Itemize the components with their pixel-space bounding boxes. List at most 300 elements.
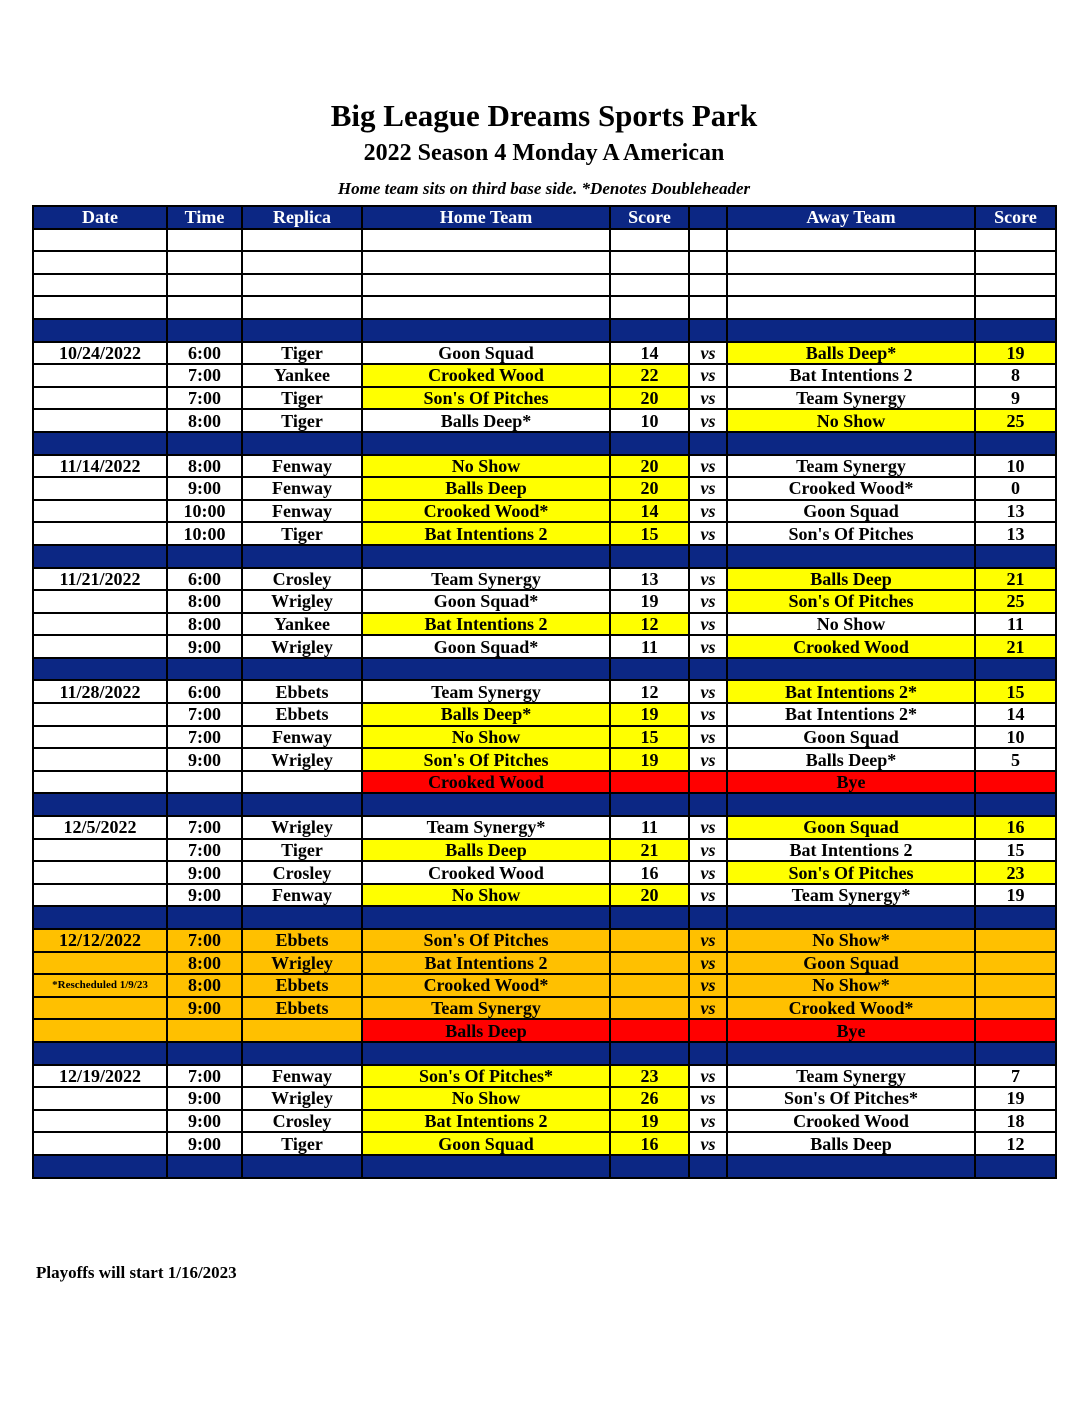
separator-cell [610, 793, 689, 816]
replica-cell: Wrigley [242, 952, 362, 975]
home-team-cell: Team Synergy [362, 997, 610, 1020]
away-team-cell: Team Synergy [727, 387, 975, 410]
time-cell [167, 296, 242, 319]
table-row [33, 1065, 1056, 1088]
replica-cell: Tiger [242, 342, 362, 365]
page-subtitle: 2022 Season 4 Monday A American [363, 140, 725, 166]
home-score-cell [610, 274, 689, 297]
replica-cell [242, 1019, 362, 1042]
blank-row [33, 274, 1056, 297]
separator-row [33, 319, 1056, 342]
time-cell: 9:00 [167, 477, 242, 500]
separator-cell [242, 545, 362, 568]
home-score-cell: 14 [610, 500, 689, 523]
away-score-cell [975, 771, 1056, 794]
time-cell: 7:00 [167, 387, 242, 410]
home-score-cell [610, 771, 689, 794]
away-team-cell: Goon Squad [727, 952, 975, 975]
vs-cell: vs [689, 409, 727, 432]
home-score-cell: 11 [610, 816, 689, 839]
vs-cell [689, 1019, 727, 1042]
replica-cell: Ebbets [242, 997, 362, 1020]
time-cell: 8:00 [167, 455, 242, 478]
away-team-cell: Bat Intentions 2 [727, 364, 975, 387]
away-score-cell [975, 229, 1056, 252]
table-row [33, 613, 1056, 636]
table-row [33, 952, 1056, 975]
separator-cell [610, 658, 689, 681]
date-cell [33, 703, 167, 726]
home-score-cell [610, 997, 689, 1020]
home-team-cell: Son's Of Pitches* [362, 1065, 610, 1088]
home-team-cell: Bat Intentions 2 [362, 613, 610, 636]
home-team-cell: Goon Squad* [362, 590, 610, 613]
time-cell: 6:00 [167, 342, 242, 365]
away-score-cell [975, 1019, 1056, 1042]
time-cell: 7:00 [167, 703, 242, 726]
home-team-cell: Son's Of Pitches [362, 748, 610, 771]
separator-cell [975, 906, 1056, 929]
separator-cell [610, 1155, 689, 1178]
away-team-cell: Goon Squad [727, 500, 975, 523]
away-score-cell: 10 [975, 455, 1056, 478]
away-score-cell: 16 [975, 816, 1056, 839]
home-score-cell: 19 [610, 748, 689, 771]
header-time: Time [167, 206, 242, 229]
table-row [33, 1087, 1056, 1110]
separator-cell [610, 1042, 689, 1065]
table-row [33, 387, 1056, 410]
separator-cell [727, 319, 975, 342]
separator-row [33, 906, 1056, 929]
separator-cell [975, 545, 1056, 568]
date-cell [33, 771, 167, 794]
replica-cell: Wrigley [242, 590, 362, 613]
header-replica: Replica [242, 206, 362, 229]
home-team-cell: Goon Squad [362, 342, 610, 365]
separator-cell [727, 906, 975, 929]
home-score-cell: 20 [610, 455, 689, 478]
separator-cell [242, 1042, 362, 1065]
time-cell: 10:00 [167, 522, 242, 545]
date-cell [33, 229, 167, 252]
home-score-cell: 16 [610, 861, 689, 884]
away-score-cell: 13 [975, 522, 1056, 545]
home-score-cell: 23 [610, 1065, 689, 1088]
table-row [33, 455, 1056, 478]
date-cell [33, 274, 167, 297]
vs-cell: vs [689, 929, 727, 952]
vs-cell: vs [689, 500, 727, 523]
home-score-cell: 10 [610, 409, 689, 432]
away-score-cell: 0 [975, 477, 1056, 500]
vs-cell: vs [689, 997, 727, 1020]
home-team-cell: Team Synergy [362, 680, 610, 703]
separator-cell [362, 319, 610, 342]
table-row [33, 568, 1056, 591]
vs-cell [689, 229, 727, 252]
separator-cell [242, 1155, 362, 1178]
date-cell [33, 884, 167, 907]
home-team-cell: No Show [362, 884, 610, 907]
away-score-cell [975, 296, 1056, 319]
home-team-cell: Crooked Wood* [362, 500, 610, 523]
away-team-cell: Bye [727, 771, 975, 794]
time-cell: 8:00 [167, 952, 242, 975]
vs-cell: vs [689, 590, 727, 613]
replica-cell: Tiger [242, 839, 362, 862]
away-team-cell: Team Synergy [727, 1065, 975, 1088]
home-team-cell: Bat Intentions 2 [362, 1110, 610, 1133]
home-score-cell: 15 [610, 522, 689, 545]
replica-cell: Fenway [242, 477, 362, 500]
table-row [33, 929, 1056, 952]
home-score-cell: 26 [610, 1087, 689, 1110]
time-cell: 9:00 [167, 884, 242, 907]
time-cell [167, 229, 242, 252]
vs-cell: vs [689, 748, 727, 771]
away-team-cell: No Show [727, 613, 975, 636]
separator-cell [33, 1155, 167, 1178]
away-score-cell: 10 [975, 726, 1056, 749]
home-team-cell: Crooked Wood* [362, 974, 610, 997]
separator-row [33, 1155, 1056, 1178]
table-row [33, 522, 1056, 545]
vs-cell [689, 771, 727, 794]
replica-cell: Wrigley [242, 748, 362, 771]
table-row [33, 477, 1056, 500]
separator-cell [689, 658, 727, 681]
table-row [33, 1132, 1056, 1155]
separator-cell [167, 793, 242, 816]
date-cell: *Rescheduled 1/9/23 [33, 974, 167, 997]
separator-cell [167, 1155, 242, 1178]
separator-cell [33, 793, 167, 816]
date-cell: 11/21/2022 [33, 568, 167, 591]
away-score-cell: 21 [975, 635, 1056, 658]
vs-cell: vs [689, 816, 727, 839]
home-score-cell: 12 [610, 680, 689, 703]
separator-cell [727, 1155, 975, 1178]
separator-cell [33, 319, 167, 342]
vs-cell [689, 296, 727, 319]
separator-cell [167, 1042, 242, 1065]
away-team-cell: Bat Intentions 2* [727, 703, 975, 726]
date-cell: 12/12/2022 [33, 929, 167, 952]
home-score-cell: 12 [610, 613, 689, 636]
vs-cell: vs [689, 455, 727, 478]
home-score-cell: 20 [610, 884, 689, 907]
away-team-cell: Son's Of Pitches [727, 522, 975, 545]
date-cell [33, 251, 167, 274]
table-row [33, 997, 1056, 1020]
replica-cell: Wrigley [242, 1087, 362, 1110]
separator-cell [33, 545, 167, 568]
home-score-cell: 15 [610, 726, 689, 749]
replica-cell: Crosley [242, 568, 362, 591]
away-score-cell: 19 [975, 884, 1056, 907]
replica-cell: Yankee [242, 364, 362, 387]
date-cell [33, 409, 167, 432]
replica-cell [242, 274, 362, 297]
separator-cell [975, 1155, 1056, 1178]
blank-row [33, 296, 1056, 319]
table-row [33, 816, 1056, 839]
vs-cell: vs [689, 861, 727, 884]
away-team-cell: Son's Of Pitches [727, 861, 975, 884]
time-cell: 8:00 [167, 613, 242, 636]
away-score-cell: 15 [975, 680, 1056, 703]
separator-cell [727, 1042, 975, 1065]
separator-cell [242, 319, 362, 342]
time-cell: 7:00 [167, 1065, 242, 1088]
time-cell: 7:00 [167, 726, 242, 749]
separator-row [33, 432, 1056, 455]
away-score-cell [975, 952, 1056, 975]
home-score-cell: 11 [610, 635, 689, 658]
replica-cell: Fenway [242, 455, 362, 478]
separator-cell [167, 906, 242, 929]
separator-cell [689, 793, 727, 816]
separator-cell [975, 319, 1056, 342]
vs-cell: vs [689, 342, 727, 365]
table-row [33, 726, 1056, 749]
home-score-cell: 21 [610, 839, 689, 862]
separator-cell [727, 658, 975, 681]
header-away-team: Away Team [727, 206, 975, 229]
date-cell [33, 613, 167, 636]
away-team-cell: No Show [727, 409, 975, 432]
time-cell: 10:00 [167, 500, 242, 523]
separator-cell [362, 1155, 610, 1178]
table-row [33, 364, 1056, 387]
away-team-cell: Crooked Wood* [727, 997, 975, 1020]
date-cell: 12/19/2022 [33, 1065, 167, 1088]
away-score-cell [975, 274, 1056, 297]
schedule-note: Home team sits on third base side. *Denotes Doubleheader [337, 179, 751, 198]
separator-cell [362, 793, 610, 816]
separator-cell [610, 906, 689, 929]
vs-cell: vs [689, 635, 727, 658]
vs-cell: vs [689, 1110, 727, 1133]
home-score-cell [610, 251, 689, 274]
vs-cell: vs [689, 364, 727, 387]
away-score-cell [975, 997, 1056, 1020]
away-score-cell [975, 974, 1056, 997]
home-team-cell: No Show [362, 455, 610, 478]
home-team-cell: Team Synergy* [362, 816, 610, 839]
table-row [33, 771, 1056, 794]
away-score-cell: 9 [975, 387, 1056, 410]
home-team-cell [362, 229, 610, 252]
replica-cell: Fenway [242, 500, 362, 523]
separator-cell [689, 545, 727, 568]
home-team-cell: Balls Deep* [362, 409, 610, 432]
away-team-cell: No Show* [727, 974, 975, 997]
date-cell [33, 726, 167, 749]
table-row [33, 590, 1056, 613]
away-score-cell: 11 [975, 613, 1056, 636]
vs-cell: vs [689, 522, 727, 545]
separator-cell [167, 432, 242, 455]
separator-row [33, 545, 1056, 568]
time-cell: 7:00 [167, 839, 242, 862]
away-team-cell: Bat Intentions 2 [727, 839, 975, 862]
date-cell [33, 1110, 167, 1133]
date-cell [33, 635, 167, 658]
replica-cell: Tiger [242, 387, 362, 410]
date-cell [33, 1019, 167, 1042]
time-cell: 9:00 [167, 635, 242, 658]
vs-cell: vs [689, 1087, 727, 1110]
vs-cell [689, 251, 727, 274]
home-team-cell: Son's Of Pitches [362, 387, 610, 410]
page-title: Big League Dreams Sports Park [330, 98, 758, 133]
separator-cell [362, 658, 610, 681]
home-score-cell: 13 [610, 568, 689, 591]
separator-cell [33, 906, 167, 929]
away-team-cell: Goon Squad [727, 816, 975, 839]
table-row [33, 748, 1056, 771]
vs-cell: vs [689, 952, 727, 975]
separator-cell [610, 432, 689, 455]
home-score-cell: 14 [610, 342, 689, 365]
separator-cell [727, 545, 975, 568]
header-date: Date [33, 206, 167, 229]
separator-cell [167, 319, 242, 342]
away-team-cell: Team Synergy* [727, 884, 975, 907]
vs-cell: vs [689, 387, 727, 410]
date-cell [33, 500, 167, 523]
date-cell [33, 952, 167, 975]
date-cell: 10/24/2022 [33, 342, 167, 365]
separator-cell [689, 319, 727, 342]
home-team-cell: Balls Deep* [362, 703, 610, 726]
time-cell: 9:00 [167, 997, 242, 1020]
separator-row [33, 793, 1056, 816]
away-team-cell: Balls Deep* [727, 748, 975, 771]
time-cell: 6:00 [167, 680, 242, 703]
date-cell [33, 296, 167, 319]
time-cell: 7:00 [167, 929, 242, 952]
home-team-cell: Crooked Wood [362, 771, 610, 794]
away-score-cell: 19 [975, 342, 1056, 365]
replica-cell [242, 251, 362, 274]
home-team-cell: Bat Intentions 2 [362, 522, 610, 545]
separator-cell [689, 1042, 727, 1065]
time-cell [167, 1019, 242, 1042]
separator-cell [362, 906, 610, 929]
table-row [33, 839, 1056, 862]
home-team-cell: Balls Deep [362, 839, 610, 862]
vs-cell: vs [689, 839, 727, 862]
separator-cell [362, 432, 610, 455]
table-row [33, 974, 1056, 997]
replica-cell: Fenway [242, 1065, 362, 1088]
blank-row [33, 229, 1056, 252]
date-cell [33, 861, 167, 884]
playoffs-note: Playoffs will start 1/16/2023 [36, 1263, 237, 1282]
away-score-cell: 21 [975, 568, 1056, 591]
away-team-cell [727, 229, 975, 252]
time-cell: 9:00 [167, 861, 242, 884]
home-score-cell [610, 296, 689, 319]
away-team-cell: Crooked Wood [727, 1110, 975, 1133]
time-cell: 7:00 [167, 364, 242, 387]
time-cell: 9:00 [167, 1132, 242, 1155]
time-cell: 9:00 [167, 1110, 242, 1133]
date-cell [33, 1132, 167, 1155]
header-home-score: Score [610, 206, 689, 229]
away-team-cell: Bat Intentions 2* [727, 680, 975, 703]
home-team-cell: Crooked Wood [362, 861, 610, 884]
away-team-cell: Son's Of Pitches [727, 590, 975, 613]
time-cell: 6:00 [167, 568, 242, 591]
home-score-cell [610, 1019, 689, 1042]
home-score-cell: 19 [610, 703, 689, 726]
separator-cell [610, 545, 689, 568]
separator-cell [975, 1042, 1056, 1065]
replica-cell [242, 771, 362, 794]
date-cell [33, 364, 167, 387]
replica-cell: Crosley [242, 1110, 362, 1133]
table-row [33, 884, 1056, 907]
home-score-cell [610, 974, 689, 997]
away-score-cell: 19 [975, 1087, 1056, 1110]
away-team-cell [727, 251, 975, 274]
date-cell [33, 748, 167, 771]
home-team-cell [362, 296, 610, 319]
separator-cell [362, 1042, 610, 1065]
vs-cell: vs [689, 884, 727, 907]
table-row [33, 1110, 1056, 1133]
date-cell [33, 839, 167, 862]
separator-cell [242, 793, 362, 816]
home-score-cell: 16 [610, 1132, 689, 1155]
away-score-cell: 8 [975, 364, 1056, 387]
vs-cell [689, 274, 727, 297]
table-row [33, 342, 1056, 365]
separator-cell [689, 1155, 727, 1178]
vs-cell: vs [689, 1132, 727, 1155]
home-team-cell: No Show [362, 726, 610, 749]
separator-row [33, 658, 1056, 681]
date-cell [33, 477, 167, 500]
away-team-cell [727, 296, 975, 319]
separator-cell [975, 432, 1056, 455]
replica-cell: Wrigley [242, 816, 362, 839]
date-cell [33, 522, 167, 545]
replica-cell: Tiger [242, 522, 362, 545]
table-row [33, 1019, 1056, 1042]
vs-cell: vs [689, 974, 727, 997]
away-score-cell: 13 [975, 500, 1056, 523]
vs-cell: vs [689, 477, 727, 500]
vs-cell: vs [689, 613, 727, 636]
table-row [33, 680, 1056, 703]
home-team-cell: No Show [362, 1087, 610, 1110]
header-vs [689, 206, 727, 229]
away-team-cell: Goon Squad [727, 726, 975, 749]
separator-cell [167, 545, 242, 568]
separator-cell [33, 432, 167, 455]
separator-cell [242, 906, 362, 929]
separator-cell [242, 432, 362, 455]
separator-row [33, 1042, 1056, 1065]
separator-cell [975, 658, 1056, 681]
away-team-cell: Balls Deep [727, 1132, 975, 1155]
home-team-cell: Bat Intentions 2 [362, 952, 610, 975]
